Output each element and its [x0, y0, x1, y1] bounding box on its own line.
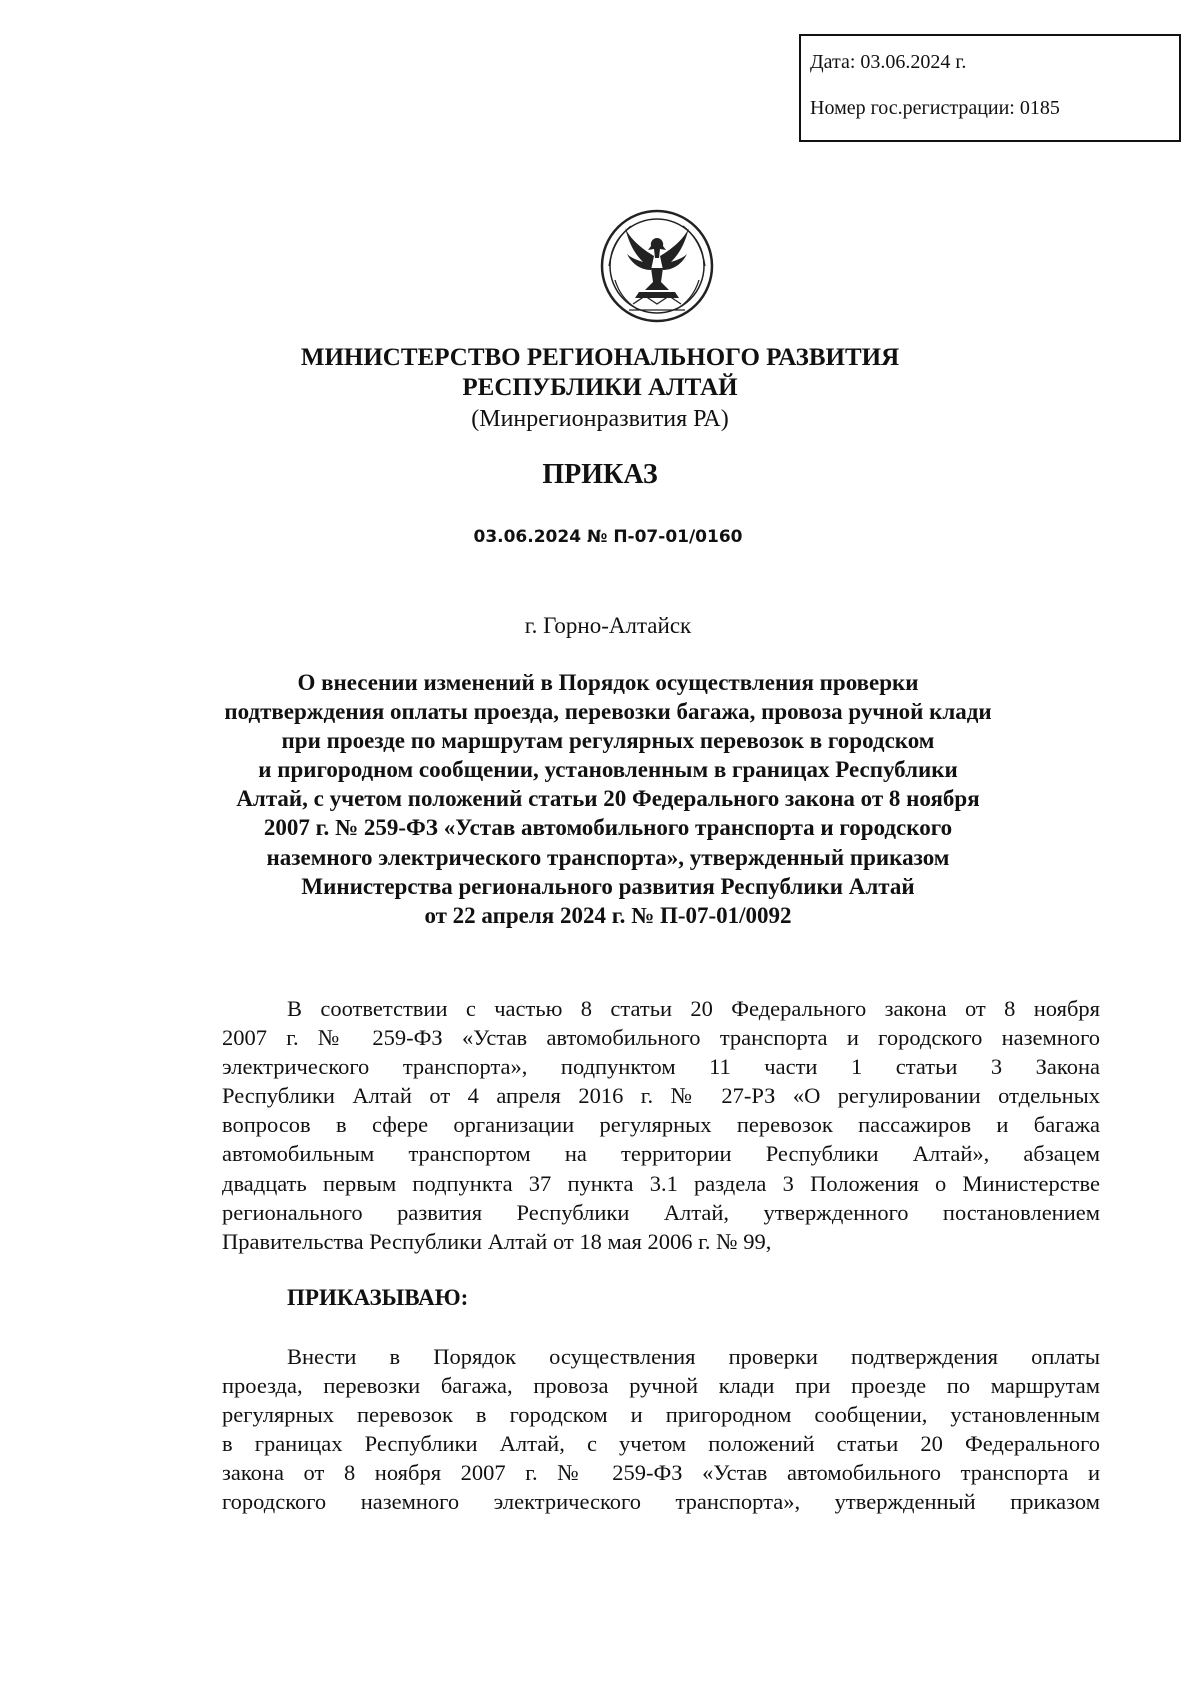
subject-line: от 22 апреля 2024 г. № П-07-01/0092	[424, 902, 792, 928]
ministry-short-name: (Минрегионразвития РА)	[471, 406, 729, 432]
coat-of-arms-icon	[599, 208, 715, 324]
subject-line: наземного электрического транспорта», утвержденный приказом	[266, 844, 950, 870]
ministry-name-line: МИНИСТЕРСТВО РЕГИОНАЛЬНОГО РАЗВИТИЯ	[300, 344, 900, 371]
paragraph-line: электрического транспорта», подпунктом 11 части 1 статьи 3 Закона	[222, 1054, 1100, 1080]
paragraph-line: в границах Республики Алтай, с учетом положений статьи 20 Федерального	[222, 1431, 1100, 1457]
paragraph-line: проезда, перевозки багажа, провоза ручной клади при проезде по маршрутам	[222, 1373, 1100, 1399]
paragraph-line: городского наземного электрического транспорта», утвержденный приказом	[222, 1489, 1100, 1515]
paragraph-line: В соответствии с частью 8 статьи 20 Федерального закона от 8 ноября	[287, 996, 1100, 1021]
subject-line: подтверждения оплаты проезда, перевозки багажа, провоза ручной клади	[224, 699, 992, 725]
paragraph-line: Правительства Республики Алтай от 18 мая 2006 г. № 99,	[222, 1228, 772, 1254]
subject-line: и пригородном сообщении, установленным в границах Республики	[258, 757, 958, 783]
registration-date: Дата: 03.06.2024 г.	[810, 51, 967, 73]
paragraph-line: регионального развития Республики Алтай, утвержденного постановлением	[222, 1199, 1100, 1225]
subject-line: Алтай, с учетом положений статьи 20 Федерального закона от 8 ноября	[236, 786, 980, 812]
document-subject	[8, 668, 1200, 930]
subject-line: 2007 г. № 259-ФЗ «Устав автомобильного транспорта и городского	[263, 815, 953, 841]
paragraph-line: регулярных перевозок в городском и пригородном сообщении, установленным	[222, 1402, 1100, 1428]
paragraph-line: Внести в Порядок осуществления проверки подтверждения оплаты	[287, 1344, 1100, 1369]
issue-city: г. Горно-Алтайск	[524, 613, 692, 638]
subject-line: Министерства регионального развития Республики Алтай	[301, 873, 915, 899]
ministry-name	[0, 343, 1200, 403]
paragraph-line: двадцать первым подпункта 37 пункта 3.1 раздела 3 Положения о Министерстве	[222, 1170, 1100, 1196]
paragraph-line: 2007 г. № 259-ФЗ «Устав автомобильного транспорта и городского наземного	[222, 1025, 1100, 1051]
document-number: 03.06.2024 № П-07-01/0160	[473, 527, 743, 547]
ministry-name-line: РЕСПУБЛИКИ АЛТАЙ	[462, 374, 738, 401]
decree-word: ПРИКАЗЫВАЮ:	[287, 1285, 469, 1310]
registration-number: Номер гос.регистрации: 0185	[810, 97, 1060, 119]
paragraph-line: автомобильным транспортом на территории Республики Алтай», абзацем	[222, 1141, 1100, 1167]
preamble-paragraph	[222, 994, 1100, 1256]
subject-line: при проезде по маршрутам регулярных перевозок в городском	[281, 728, 935, 754]
registration-box	[799, 34, 1181, 142]
document-type: ПРИКАЗ	[542, 459, 658, 490]
paragraph-line: Республики Алтай от 4 апреля 2016 г. № 27-РЗ «О регулировании отдельных	[222, 1083, 1100, 1109]
body-paragraph	[222, 1342, 1100, 1517]
paragraph-line: вопросов в сфере организации регулярных перевозок пассажиров и багажа	[222, 1112, 1100, 1138]
subject-line: О внесении изменений в Порядок осуществления проверки	[297, 670, 919, 695]
paragraph-line: закона от 8 ноября 2007 г. № 259-ФЗ «Устав автомобильного транспорта и	[222, 1460, 1100, 1486]
